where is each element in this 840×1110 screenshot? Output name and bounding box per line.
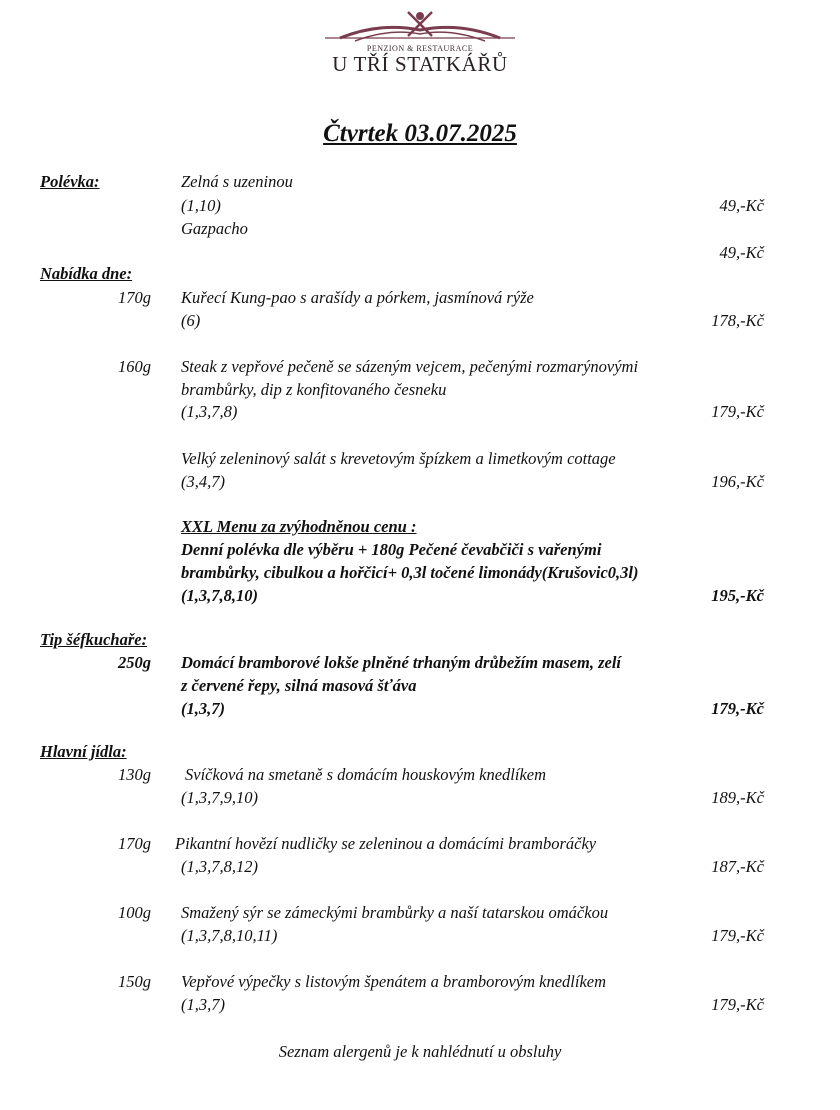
main-1-name: Svíčková na smetaně s domácím houskovým knedlíkem (185, 765, 547, 784)
soup-2-name: Gazpacho (181, 219, 248, 238)
daily-2-price: 179,-Kč (711, 402, 764, 421)
soup-1-name: Zelná s uzeninou (181, 172, 293, 191)
xxl-menu-title: XXL Menu za zvýhodněnou cenu : (181, 517, 417, 536)
soup-1-price: 49,-Kč (719, 196, 764, 215)
xxl-menu-allergens: (1,3,7,8,10) (181, 586, 258, 605)
daily-3-name: Velký zeleninový salát s krevetovým špízkem a limetkovým cottage (181, 449, 616, 468)
logo-subtitle: PENZION & RESTAURACE (366, 44, 474, 53)
main-3-name: Smažený sýr se zámeckými brambůrky a naší tatarskou omáčkou (181, 903, 609, 922)
xxl-menu-line2: brambůrky, cibulkou a hořčicí+ 0,3l točené limonády(Krušovic0,3l) (181, 563, 639, 582)
main-4-name: Vepřové výpečky s listovým špenátem a bramborovým knedlíkem (181, 972, 607, 991)
main-3-price: 179,-Kč (711, 926, 764, 945)
section-heading-chef-tip: Tip šéfkuchaře: (40, 630, 148, 649)
main-2-price: 187,-Kč (711, 857, 764, 876)
logo-cutlery-icon (320, 8, 520, 48)
xxl-menu-price: 195,-Kč (711, 586, 764, 605)
soup-1-allergens: (1,10) (181, 196, 221, 215)
main-4-price: 179,-Kč (711, 995, 764, 1014)
daily-2-allergens: (1,3,7,8) (181, 402, 238, 421)
chef-tip-allergens: (1,3,7) (181, 699, 225, 718)
daily-2-name-line1: Steak z vepřové pečeně se sázeným vejcem, pečenými rozmarýnovými (181, 357, 639, 376)
main-1-allergens: (1,3,7,9,10) (181, 788, 258, 807)
daily-1-name: Kuřecí Kung-pao s arašídy a pórkem, jasmínová rýže (181, 288, 534, 307)
section-heading-main: Hlavní jídla: (40, 742, 127, 761)
main-1-price: 189,-Kč (711, 788, 764, 807)
soup-2-price: 49,-Kč (719, 243, 764, 262)
daily-3-price: 196,-Kč (711, 472, 764, 491)
chef-tip-name-line2: z červené řepy, silná masová šťáva (181, 676, 417, 695)
daily-3-allergens: (3,4,7) (181, 472, 225, 491)
section-heading-soup: Polévka: (40, 172, 100, 191)
daily-1-weight: 170g (118, 288, 151, 307)
main-2-name: Pikantní hovězí nudličky se zeleninou a domácími bramboráčky (175, 834, 597, 853)
chef-tip-weight: 250g (118, 653, 151, 672)
allergen-notice: Seznam alergenů je k nahlédnutí u obsluhy (278, 1042, 562, 1061)
main-1-weight: 130g (118, 765, 151, 784)
restaurant-logo (320, 8, 520, 78)
section-heading-daily: Nabídka dne: (40, 264, 133, 283)
daily-2-weight: 160g (118, 357, 151, 376)
daily-1-price: 178,-Kč (711, 311, 764, 330)
main-2-allergens: (1,3,7,8,12) (181, 857, 258, 876)
main-4-weight: 150g (118, 972, 151, 991)
main-3-allergens: (1,3,7,8,10,11) (181, 926, 278, 945)
chef-tip-price: 179,-Kč (711, 699, 764, 718)
main-2-weight: 170g (118, 834, 151, 853)
daily-1-allergens: (6) (181, 311, 201, 330)
main-3-weight: 100g (118, 903, 151, 922)
main-4-allergens: (1,3,7) (181, 995, 225, 1014)
xxl-menu-line1: Denní polévka dle výběru + 180g Pečené čevabčiči s vařenými (181, 540, 602, 559)
menu-date: Čtvrtek 03.07.2025 (323, 120, 517, 147)
chef-tip-name-line1: Domácí bramborové lokše plněné trhaným drůbežím masem, zelí (181, 653, 621, 672)
logo-title: U TŘÍ STATKÁŘŮ (332, 52, 508, 76)
daily-2-name-line2: brambůrky, dip z konfitovaného česneku (181, 380, 447, 399)
